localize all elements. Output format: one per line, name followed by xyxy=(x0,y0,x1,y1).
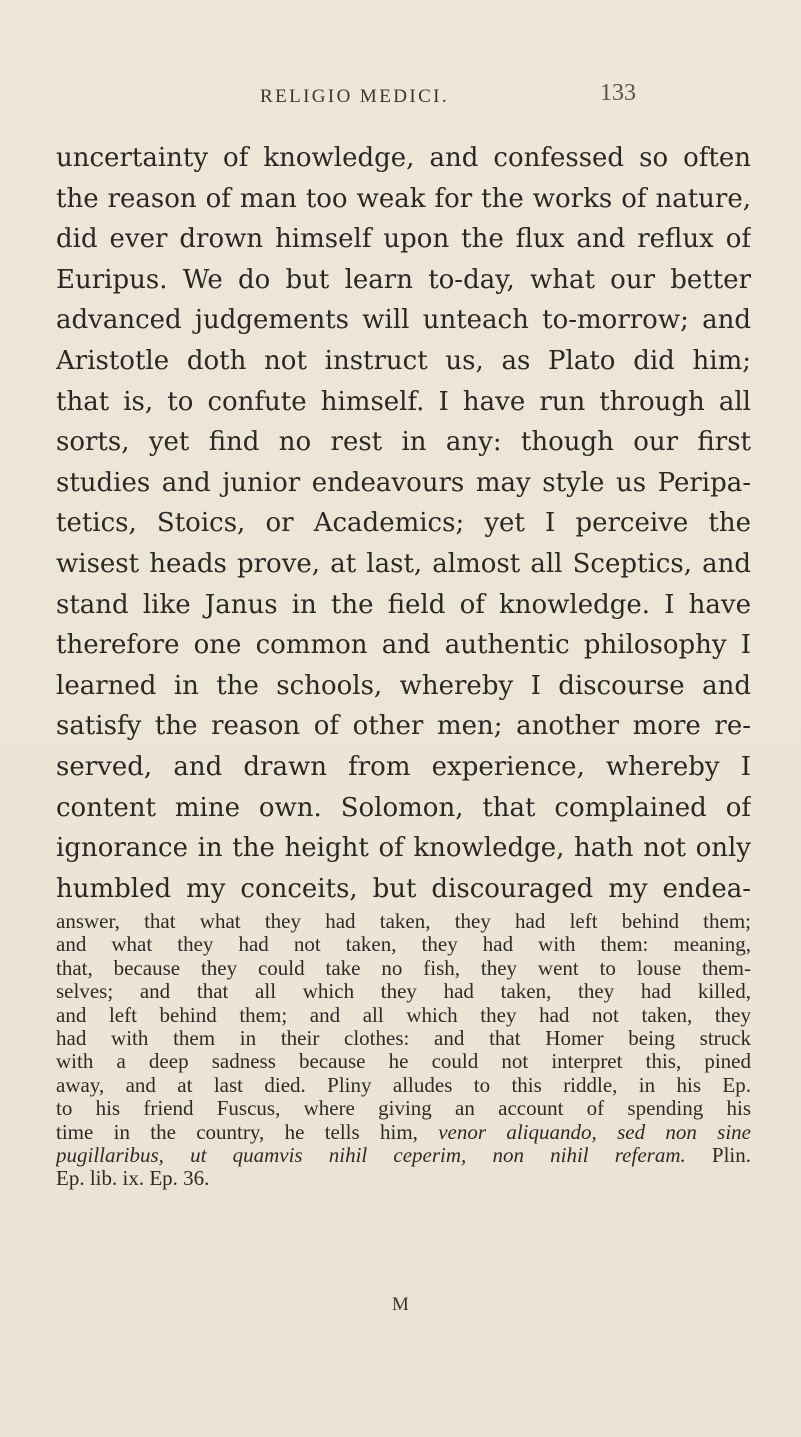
text-line: the reason of man too weak for the works of nature, xyxy=(56,183,751,214)
footnote-italic-quote: venor aliquando, sed non sine xyxy=(438,1120,751,1144)
footnote-segment: Plin. xyxy=(711,1143,751,1167)
text-line: uncertainty of knowledge, and confessed so often xyxy=(56,143,751,173)
text-line: studies and junior endeavours may style us Peripa- xyxy=(56,467,751,498)
footnote-line xyxy=(56,1121,751,1144)
text-line: stand like Janus in the field of knowledge. I have xyxy=(56,589,751,620)
footnote-line: answer, that what they had taken, they had left behind them; xyxy=(56,910,751,933)
signature-mark: M xyxy=(392,1294,409,1315)
text-line: did ever drown himself upon the flux and reflux of xyxy=(56,224,751,255)
main-text xyxy=(56,138,751,909)
text-line: ignorance in the height of knowledge, hath not only xyxy=(56,833,751,864)
footnote-line xyxy=(56,1144,751,1167)
text-line: tetics, Stoics, or Academics; yet I perceive the xyxy=(56,508,751,539)
footnote-line: Ep. lib. ix. Ep. 36. xyxy=(56,1167,210,1191)
footnote-italic-quote: pugillaribus, ut quamvis nihil ceperim, non nihil referam. xyxy=(56,1143,686,1167)
text-line: served, and drawn from experience, whereby I xyxy=(56,751,751,782)
footnote-line: and what they had not taken, they had with them: meaning, xyxy=(56,933,751,957)
text-line: learned in the schools, whereby I discourse and xyxy=(56,670,751,701)
footnote-segment: time in the country, he tells him, xyxy=(56,1120,418,1144)
text-line: sorts, yet find no rest in any: though our first xyxy=(56,427,751,458)
running-head: RELIGIO MEDICI. xyxy=(260,86,450,107)
footnote-line: to his friend Fuscus, where giving an account of spending his xyxy=(56,1097,751,1121)
text-line: therefore one common and authentic philosophy I xyxy=(56,630,751,661)
text-line: that is, to confute himself. I have run through all xyxy=(56,386,751,417)
footnote-line: away, and at last died. Pliny alludes to this riddle, in his Ep. xyxy=(56,1073,751,1097)
footnote-line: selves; and that all which they had taken, they had killed, xyxy=(56,980,751,1004)
page-number: 133 xyxy=(600,80,636,106)
footnote xyxy=(56,910,751,1191)
footnote-line: had with them in their clothes: and that Homer being struck xyxy=(56,1026,751,1050)
text-line: Aristotle doth not instruct us, as Plato did him; xyxy=(56,345,751,376)
footnote-line: and left behind them; and all which they had not taken, they xyxy=(56,1003,751,1027)
text-line: satisfy the reason of other men; another more re- xyxy=(56,711,751,742)
text-line: Euripus. We do but learn to-day, what our better xyxy=(56,264,751,295)
footnote-line: with a deep sadness because he could not interpret this, pined xyxy=(56,1050,751,1074)
text-line: content mine own. Solomon, that complained of xyxy=(56,792,751,823)
text-line: wisest heads prove, at last, almost all Sceptics, and xyxy=(56,548,751,579)
text-line: advanced judgements will unteach to-morrow; and xyxy=(56,305,751,336)
text-line: humbled my conceits, but discouraged my endea- xyxy=(56,873,751,904)
footnote-line: that, because they could take no fish, they went to louse them- xyxy=(56,956,751,980)
